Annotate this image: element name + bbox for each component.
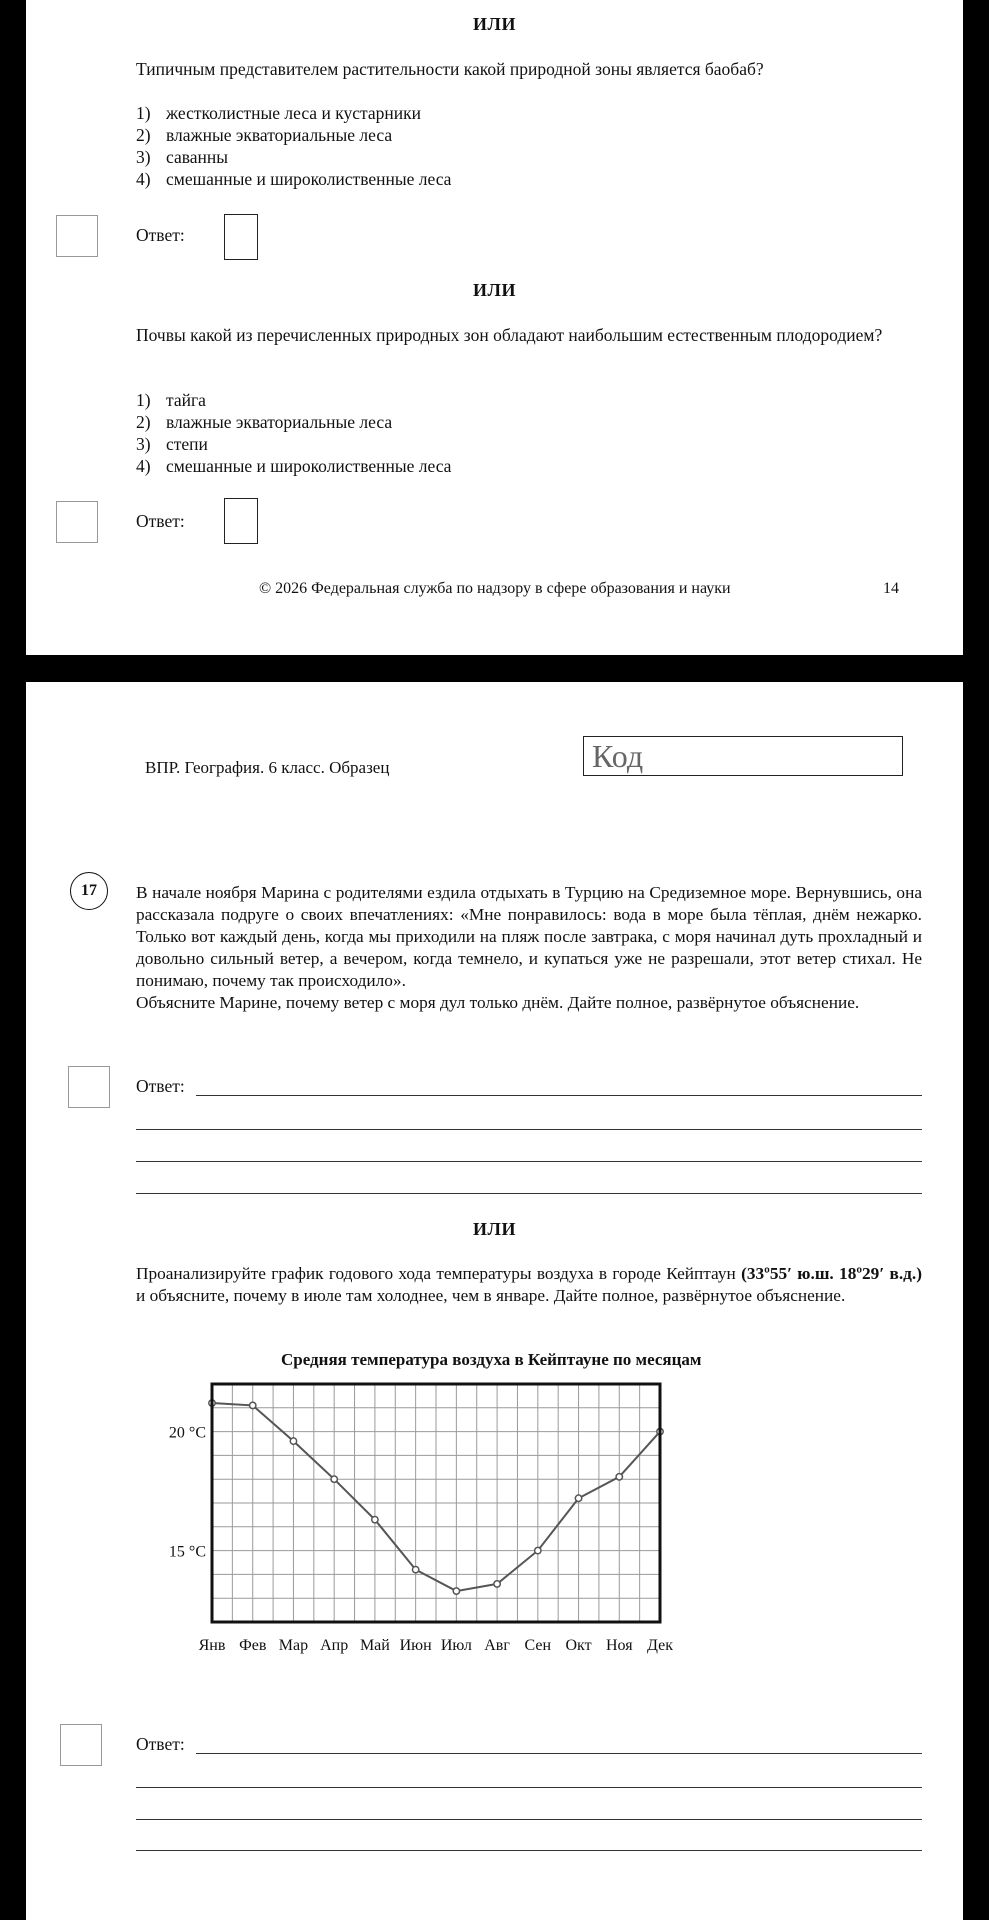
question-number: 17 [70, 872, 108, 910]
answer-line[interactable] [136, 1161, 922, 1162]
data-point [575, 1495, 581, 1501]
option-4: 4) смешанные и широколиственные леса [136, 456, 452, 476]
or-separator: ИЛИ [473, 280, 516, 300]
x-tick-label: Авг [484, 1637, 510, 1654]
option-1: 1) жестколистные леса и кустарники [136, 103, 421, 123]
alt-question-text [136, 1263, 922, 1307]
question-17-story: В начале ноября Марина с родителями ездила отдыхать в Турцию на Средиземное море. Вернувшись, она рассказала подруге о своих впечатлениях: «Мне понравилось: вода в море была тёплая, днём нежарко. Только вот каждый день, когда мы приходили на пляж после завтрака, с моря начинал дуть прохладный и довольно сильный ветер, а вечером, когда темнело, и купаться уже не разрешали, этот ветер стихал. Не понимаю, почему так происходило». [136, 883, 922, 990]
x-tick-label: Мар [278, 1637, 309, 1654]
data-point [290, 1438, 296, 1444]
answer-line[interactable] [196, 1753, 922, 1754]
question-baobab: Типичным представителем растительности какой природной зоны является баобаб? [136, 59, 764, 79]
answer-label: Ответ: [136, 1734, 185, 1754]
alt-question-coordinates: (33º55′ ю.ш. 18º29′ в.д.) [741, 1264, 922, 1283]
x-tick-label: Фев [239, 1637, 267, 1654]
x-tick-label: Сен [524, 1637, 552, 1654]
data-point [494, 1581, 500, 1587]
page-number: 14 [883, 580, 899, 597]
answer-line[interactable] [136, 1193, 922, 1194]
data-point [372, 1516, 378, 1522]
x-tick-label: Май [359, 1637, 390, 1654]
option-2: 2) влажные экваториальные леса [136, 412, 393, 432]
x-tick-label: Апр [320, 1637, 349, 1654]
or-separator: ИЛИ [473, 1219, 516, 1239]
x-tick-label: Окт [565, 1637, 592, 1654]
answer-line[interactable] [196, 1095, 922, 1096]
x-tick-label: Ноя [605, 1637, 633, 1654]
data-point [412, 1566, 418, 1572]
y-tick-label: 20 °C [168, 1424, 206, 1442]
chart-x-ticks [199, 1637, 674, 1654]
answer-label: Ответ: [136, 511, 185, 531]
chart-title: Средняя температура воздуха в Кейптауне по месяцам [281, 1350, 702, 1369]
option-2: 2) влажные экваториальные леса [136, 125, 393, 145]
question-17-text [136, 882, 922, 1014]
data-point [331, 1476, 337, 1482]
page-header: ВПР. География. 6 класс. Образец [145, 758, 390, 777]
alt-question-part-1: Проанализируйте график годового хода температуры воздуха в городе Кейптаун [136, 1264, 736, 1283]
chart-y-ticks [169, 1425, 206, 1561]
page-15 [26, 682, 963, 1920]
answer-line[interactable] [136, 1850, 922, 1851]
option-3: 3) саванны [136, 147, 229, 167]
score-box[interactable] [60, 1724, 102, 1766]
answer-box[interactable] [224, 498, 258, 544]
data-point [453, 1588, 459, 1594]
data-point [535, 1547, 541, 1553]
option-3: 3) степи [136, 434, 208, 454]
options-list-baobab [136, 102, 451, 190]
data-point [616, 1474, 622, 1480]
answer-line[interactable] [136, 1787, 922, 1788]
score-box[interactable] [56, 501, 98, 543]
x-tick-label: Янв [198, 1637, 226, 1654]
answer-label: Ответ: [136, 225, 185, 245]
option-4: 4) смешанные и широколиственные леса [136, 169, 452, 189]
option-1: 1) тайга [136, 390, 206, 410]
data-point [250, 1402, 256, 1408]
page-14 [26, 0, 963, 655]
alt-question-part-2: и объясните, почему в июле там холоднее, чем в январе. Дайте полное, развёрнутое объяснение. [136, 1286, 846, 1305]
question-17-task: Объясните Марине, почему ветер с моря дул только днём. Дайте полное, развёрнутое объяснение. [136, 993, 860, 1012]
y-tick-label: 15 °C [168, 1543, 206, 1561]
x-tick-label: Июл [440, 1637, 472, 1654]
code-box[interactable] [583, 736, 903, 776]
or-separator: ИЛИ [473, 14, 516, 34]
answer-label: Ответ: [136, 1076, 185, 1096]
score-box[interactable] [56, 215, 98, 257]
score-box[interactable] [68, 1066, 110, 1108]
temperature-chart [26, 1372, 963, 1702]
options-list-soils [136, 389, 451, 477]
code-label: Код [592, 738, 644, 774]
copyright-footer: © 2026 Федеральная служба по надзору в сфере образования и науки [259, 580, 731, 597]
answer-line[interactable] [136, 1819, 922, 1820]
x-tick-label: Июн [399, 1637, 432, 1654]
chart-grid [212, 1384, 660, 1622]
question-soils: Почвы какой из перечисленных природных зон обладают наибольшим естественным плодородием? [136, 325, 883, 345]
x-tick-label: Дек [647, 1637, 673, 1654]
answer-line[interactable] [136, 1129, 922, 1130]
answer-box[interactable] [224, 214, 258, 260]
